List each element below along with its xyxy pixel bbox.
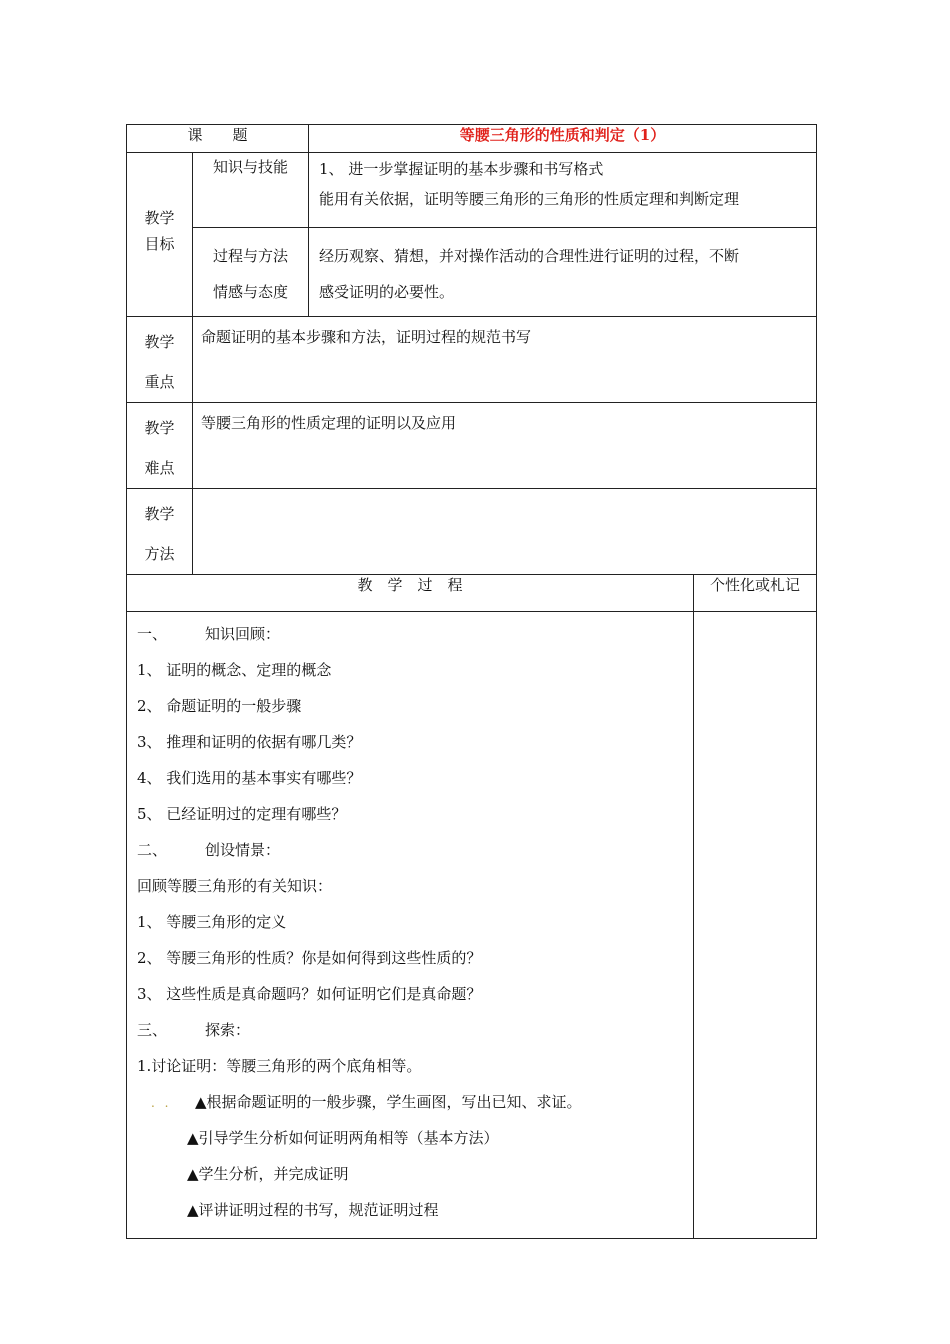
key-points-text: 命题证明的基本步骤和方法，证明过程的规范书写 xyxy=(193,317,817,403)
goal-row-process xyxy=(127,228,817,317)
goal-category-knowledge: 知识与技能 xyxy=(193,153,309,228)
process-header-row xyxy=(127,575,817,612)
label-line: 教学 xyxy=(144,333,175,351)
list-item: 3、 推理和证明的依据有哪几类？ xyxy=(137,733,362,751)
section-title: 知识回顾： xyxy=(205,625,281,643)
goal-line: 经历观察、猜想，并对操作活动的合理性进行证明的过程，不断 xyxy=(319,247,740,265)
notes-column xyxy=(694,612,817,1239)
step-item: ▲引导学生分析如何证明两角相等（基本方法） xyxy=(187,1129,499,1147)
notes-header: 个性化或札记 xyxy=(694,575,817,612)
list-item: 5、 已经证明过的定理有哪些？ xyxy=(137,805,347,823)
goal-label xyxy=(127,153,193,317)
step-text: ▲根据命题证明的一般步骤，学生画图，写出已知、求证。 xyxy=(195,1093,582,1111)
difficulties-text: 等腰三角形的性质定理的证明以及应用 xyxy=(193,403,817,489)
section-intro: 回顾等腰三角形的有关知识： xyxy=(137,877,333,895)
key-points-label xyxy=(127,317,193,403)
list-item: 4、 我们选用的基本事实有哪些？ xyxy=(137,769,362,787)
list-item: 1、 证明的概念、定理的概念 xyxy=(137,661,332,679)
goal-text-knowledge xyxy=(309,153,817,228)
list-item: 1、 等腰三角形的定义 xyxy=(137,913,287,931)
goal-label-text: 教学目标 xyxy=(144,209,175,253)
topic-row xyxy=(127,125,817,153)
process-content xyxy=(127,612,694,1239)
difficulties-label xyxy=(127,403,193,489)
goal-line: 1、 进一步掌握证明的基本步骤和书写格式 xyxy=(319,160,604,178)
topic-label: 课 题 xyxy=(127,125,309,153)
goal-text-process xyxy=(309,228,817,317)
scan-dots-mark: . . xyxy=(151,1096,172,1110)
process-header: 教 学 过 程 xyxy=(127,575,694,612)
section-number: 一、 xyxy=(137,625,168,643)
list-item: 2、 等腰三角形的性质？你是如何得到这些性质的？ xyxy=(137,949,482,967)
label-line: 教学 xyxy=(144,419,175,437)
methods-label xyxy=(127,489,193,575)
goal-category-process xyxy=(193,228,309,317)
section-number: 三、 xyxy=(137,1021,168,1039)
process-body-row xyxy=(127,612,817,1239)
label-line: 难点 xyxy=(144,459,175,477)
step-item: ▲评讲证明过程的书写，规范证明过程 xyxy=(187,1201,439,1219)
list-item: 3、 这些性质是真命题吗？如何证明它们是真命题？ xyxy=(137,985,482,1003)
section-title: 创设情景： xyxy=(205,841,281,859)
section-heading xyxy=(137,1012,683,1048)
list-item: 2、 命题证明的一般步骤 xyxy=(137,697,302,715)
section-number: 二、 xyxy=(137,841,168,859)
section-title: 探索： xyxy=(205,1021,251,1039)
lesson-title: 等腰三角形的性质和判定（1） xyxy=(309,125,817,153)
goal-row-knowledge xyxy=(127,153,817,228)
difficulties-row xyxy=(127,403,817,489)
goal-line: 感受证明的必要性。 xyxy=(319,283,455,301)
goal-line: 能用有关依据，证明等腰三角形的三角形的性质定理和判断定理 xyxy=(319,190,740,208)
label-line: 方法 xyxy=(144,545,175,563)
step-item: ▲学生分析，并完成证明 xyxy=(187,1165,349,1183)
methods-row xyxy=(127,489,817,575)
goal-category-line: 情感与态度 xyxy=(213,283,289,301)
step-item xyxy=(137,1084,683,1120)
key-points-row xyxy=(127,317,817,403)
label-line: 教学 xyxy=(144,505,175,523)
label-line: 重点 xyxy=(144,373,175,391)
methods-text xyxy=(193,489,817,575)
section-heading xyxy=(137,832,683,868)
lesson-plan-table xyxy=(126,124,817,1239)
discussion-item: 1.讨论证明：等腰三角形的两个底角相等。 xyxy=(137,1057,422,1075)
section-heading xyxy=(137,616,683,652)
goal-category-line: 过程与方法 xyxy=(213,247,289,265)
